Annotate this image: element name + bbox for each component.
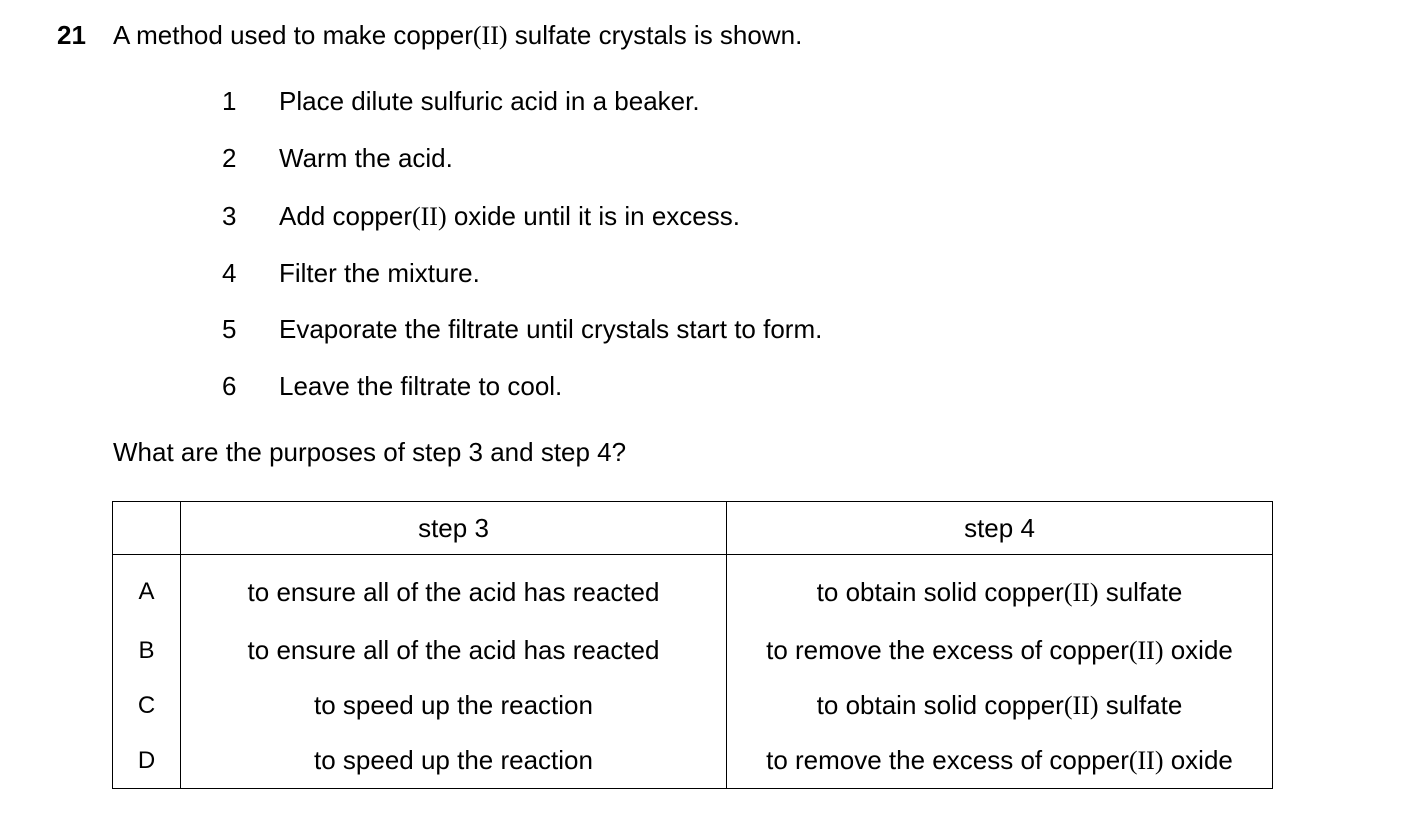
step-number: 3	[222, 201, 237, 231]
option-step-4: to obtain solid copper(II) sulfate	[727, 555, 1273, 624]
option-letter[interactable]: D	[113, 733, 181, 789]
step-6	[0, 369, 1000, 403]
option-step-3: to ensure all of the acid has reacted	[181, 623, 727, 678]
option-step-4: to remove the excess of copper(II) oxide	[727, 623, 1273, 678]
step-number: 4	[222, 258, 237, 288]
option-row-b[interactable]	[113, 623, 1273, 678]
option-letter[interactable]: B	[113, 623, 181, 678]
question-prompt: What are the purposes of step 3 and step 4?	[113, 437, 627, 467]
step-4	[0, 256, 1000, 290]
step-number: 1	[222, 86, 237, 116]
step-number: 2	[222, 143, 237, 173]
step-text: Place dilute sulfuric acid in a beaker.	[279, 86, 700, 116]
option-step-4: to obtain solid copper(II) sulfate	[727, 678, 1273, 733]
step-text: Add copper(II) oxide until it is in excess.	[279, 201, 740, 231]
question-number: 21	[57, 20, 86, 50]
step-text: Evaporate the filtrate until crystals start to form.	[279, 314, 823, 344]
step-5	[0, 312, 1000, 346]
answer-options-table	[112, 501, 1273, 789]
option-row-c[interactable]	[113, 678, 1273, 733]
step-3	[0, 199, 1000, 233]
table-header-row	[113, 502, 1273, 555]
step-text: Filter the mixture.	[279, 258, 480, 288]
step-number: 5	[222, 314, 237, 344]
step-text: Leave the filtrate to cool.	[279, 371, 563, 401]
step-2	[0, 141, 1000, 175]
step-1	[0, 84, 1000, 118]
header-blank	[113, 502, 181, 555]
option-step-3: to speed up the reaction	[181, 678, 727, 733]
option-row-d[interactable]	[113, 733, 1273, 789]
option-step-3: to ensure all of the acid has reacted	[181, 555, 727, 624]
option-letter[interactable]: C	[113, 678, 181, 733]
step-text: Warm the acid.	[279, 143, 453, 173]
header-step-3: step 3	[181, 502, 727, 555]
header-step-4: step 4	[727, 502, 1273, 555]
option-letter[interactable]: A	[113, 555, 181, 624]
question-text: A method used to make copper(II) sulfate crystals is shown.	[113, 20, 803, 50]
option-row-a[interactable]	[113, 555, 1273, 624]
option-step-4: to remove the excess of copper(II) oxide	[727, 733, 1273, 789]
step-number: 6	[222, 371, 237, 401]
option-step-3: to speed up the reaction	[181, 733, 727, 789]
